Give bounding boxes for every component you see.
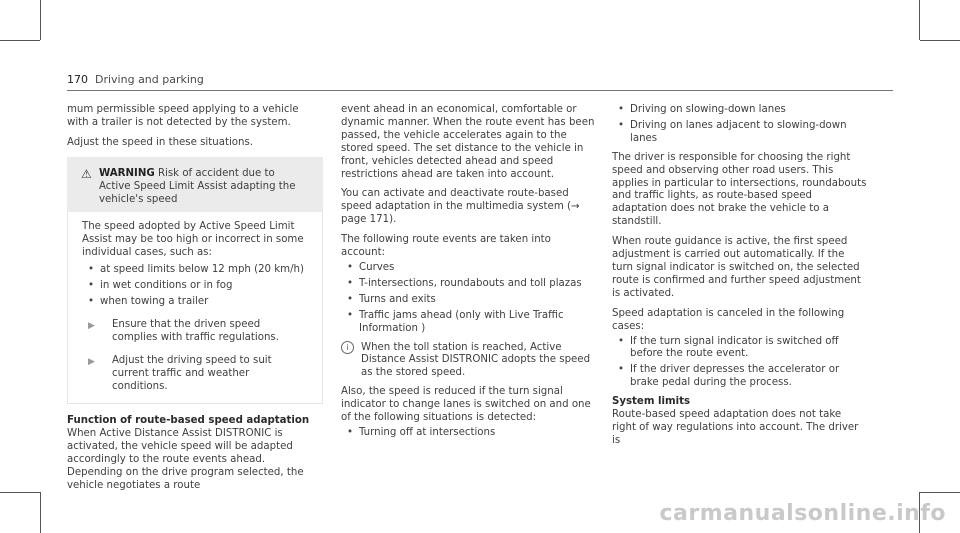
- intro-text: mum permissible speed applying to a vehicle with a trailer is not detected by the system.: [67, 104, 299, 128]
- route-events-list: [341, 262, 597, 336]
- list-item: • Driving on lanes adjacent to slowing-down lanes: [612, 120, 868, 146]
- situations-list: [341, 427, 597, 440]
- function-heading: Function of route-based speed adaptation: [67, 415, 310, 427]
- function-text: When Active Distance Assist DISTRONIC is activated, the vehicle speed will be adapted accordingly to the route events ahead. Depending on the drive program selected, the vehicle negotiates a route: [67, 428, 304, 491]
- list-item: • T-intersections, roundabouts and toll plazas: [341, 278, 597, 291]
- system-limits-heading-wrap: [612, 396, 868, 409]
- paragraph: Speed adaptation is canceled in the following cases:: [612, 307, 845, 332]
- list-item: • in wet conditions or in fog: [82, 280, 308, 293]
- warning-label: WARNING: [99, 167, 155, 179]
- list-item: • Curves: [341, 262, 597, 275]
- cancel-cases-list: [612, 336, 868, 391]
- paragraph: Also, the speed is reduced if the turn signal indicator to change lanes is switched on and one of the following situations is detected:: [341, 386, 591, 424]
- crop-mark: [919, 0, 920, 40]
- step-text: Adjust the driving speed to suit current traffic and weather conditions.: [112, 354, 272, 392]
- warning-body-text: The speed adopted by Active Speed Limit Assist may be too high or incorrect in some individual cases, such as:: [82, 221, 304, 259]
- column-middle: [341, 104, 597, 446]
- crop-mark: [40, 0, 41, 40]
- paragraph: You can activate and deactivate route-based speed adaptation in the multimedia system (→ page 171).: [341, 188, 580, 226]
- paragraph: The driver is responsible for choosing the right speed and observing other road users. This applies in particular to intersections, roundabouts and traffic lights, as route-based speed adaptation does not brake the vehicle to a standstill.: [612, 151, 867, 228]
- step-arrow-icon: ▶: [88, 356, 95, 367]
- info-icon: i: [341, 341, 354, 354]
- crop-mark: [920, 40, 960, 41]
- page-header: [67, 73, 204, 86]
- paragraph: event ahead in an economical, comfortable or dynamic manner. When the route event has been passed, the vehicle accelerates again to the stored speed. The set distance to the vehicle in front, vehicles detected ahead and speed restrictions ahead are taken into account.: [341, 104, 595, 180]
- crop-mark: [0, 492, 40, 493]
- list-item: • at speed limits below 12 mph (20 km/h): [82, 264, 308, 277]
- crop-mark: [0, 40, 40, 41]
- warning-triangle-icon: ⚠: [81, 166, 92, 181]
- info-note: [341, 342, 597, 381]
- crop-mark: [40, 492, 41, 533]
- list-item: • Turns and exits: [341, 294, 597, 307]
- note-text: When the toll station is reached, Active Distance Assist DISTRONIC adopts the speed as the stored speed.: [361, 341, 591, 379]
- lanes-list: [612, 104, 868, 146]
- system-limits-text: Route-based speed adaptation does not take right of way regulations into account. The driver is: [612, 409, 859, 446]
- step-arrow-icon: ▶: [88, 320, 95, 331]
- header-divider: [67, 90, 893, 91]
- column-right: [612, 104, 868, 455]
- column-left: [67, 104, 323, 500]
- list-item: • Traffic jams ahead (only with Live Traffic Information ): [341, 310, 597, 336]
- watermark-logo: carmanualsonline.info: [659, 501, 946, 526]
- step-adjust: [82, 355, 308, 394]
- list-item: • Driving on slowing-down lanes: [612, 104, 868, 117]
- step-ensure: [82, 319, 308, 345]
- paragraph: When route guidance is active, the first speed adjustment is carried out automatically. If the turn signal indicator is switched on, the selected route is confirmed and further speed adjustment is activated.: [612, 236, 861, 299]
- list-item: • Turning off at intersections: [341, 427, 597, 440]
- list-item: • If the turn signal indicator is switched off before the route event.: [612, 336, 868, 362]
- warning-header: [67, 157, 323, 213]
- adjust-text: Adjust the speed in these situations.: [67, 136, 254, 148]
- step-text: Ensure that the driven speed complies with traffic regulations.: [112, 318, 279, 343]
- warning-body: [67, 212, 323, 404]
- warning-box: [67, 157, 323, 405]
- warning-list: [82, 264, 308, 309]
- warning-title-line: [99, 168, 309, 207]
- system-limits-heading: System limits: [612, 396, 691, 408]
- crop-mark: [920, 492, 960, 493]
- paragraph: The following route events are taken into account:: [341, 234, 551, 259]
- list-item: • when towing a trailer: [82, 296, 308, 309]
- warning-text: Risk of accident due to Active Speed Limit Assist adapting the vehicle's speed: [99, 167, 296, 205]
- function-heading-wrap: [67, 415, 323, 428]
- page-number: 170: [67, 73, 88, 86]
- list-item: • If the driver depresses the accelerator or brake pedal during the process.: [612, 364, 868, 390]
- section-title: Driving and parking: [95, 73, 204, 86]
